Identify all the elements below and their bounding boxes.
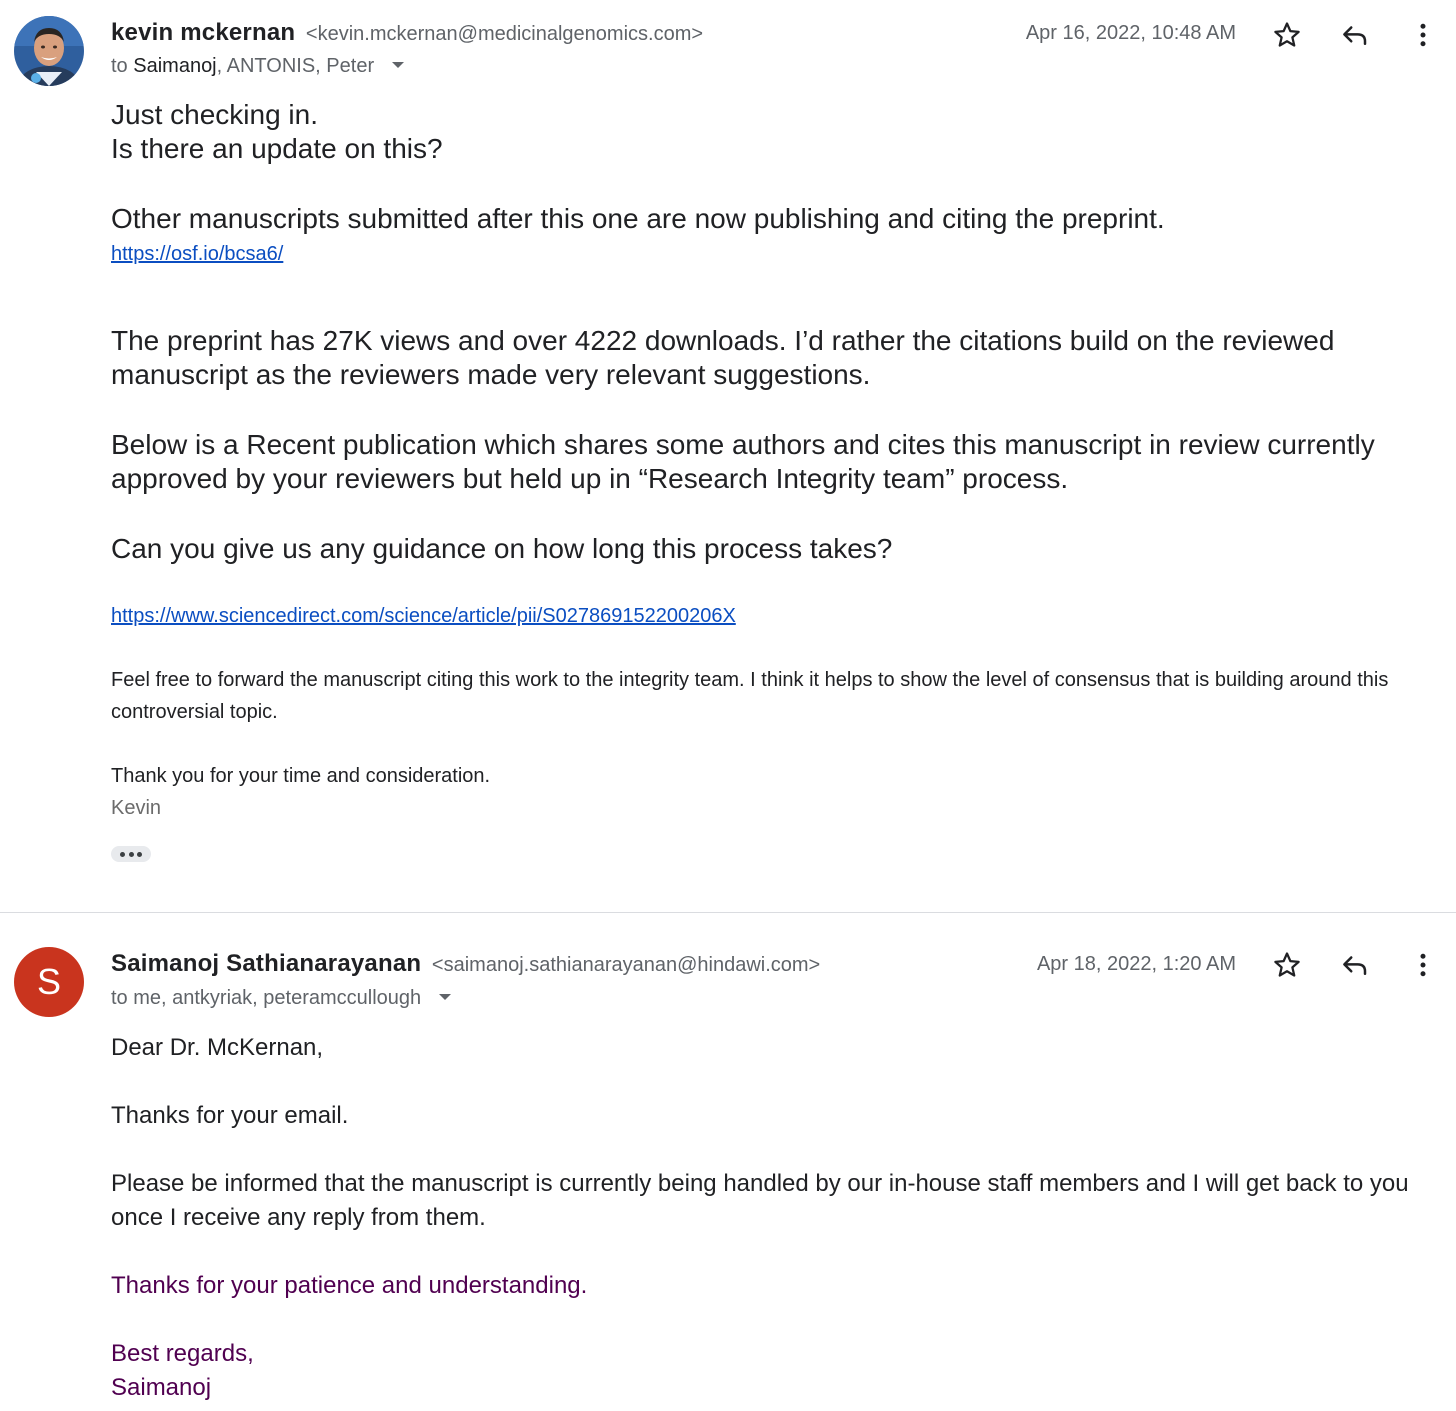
body-paragraph: Thank you for your time and consideration.	[111, 765, 491, 787]
star-button[interactable]	[1267, 15, 1307, 55]
recipients-text: to me, antkyriak, peteramccullough	[111, 987, 422, 1009]
sender-email: <saimanoj.sathianarayanan@hindawi.com>	[431, 954, 821, 976]
message-date: Apr 18, 2022, 1:20 AM	[1036, 953, 1236, 975]
body-line: Just checking in.	[111, 99, 318, 130]
show-trimmed-content-button[interactable]	[111, 846, 151, 862]
body-paragraph: Can you give us any guidance on how long this process takes?	[111, 533, 893, 564]
recipients-line[interactable]	[111, 55, 404, 78]
recipients-prefix: to	[111, 55, 128, 77]
reply-icon	[1340, 20, 1370, 50]
body-line: Other manuscripts submitted after this one are now publishing and citing the preprint.	[111, 203, 1165, 234]
star-icon	[1272, 950, 1302, 980]
signature: Saimanoj	[111, 1374, 212, 1401]
recipients-line[interactable]	[111, 987, 451, 1010]
quoted-text: Thanks for your patience and understanding.	[111, 1272, 588, 1299]
message-body	[111, 1031, 1441, 1405]
greeting: Dear Dr. McKernan,	[111, 1034, 324, 1061]
body-line: Thanks for your email.	[111, 1102, 349, 1129]
signature: Kevin	[111, 797, 162, 819]
osf-link[interactable]: https://osf.io/bcsa6/	[111, 243, 284, 265]
sender-name[interactable]: kevin mckernan	[111, 19, 296, 46]
body-paragraph: The preprint has 27K views and over 4222 downloads. I’d rather the citations build on the reviewed manuscript as the reviewers made very relevant suggestions.	[111, 325, 1335, 390]
closing: Best regards,	[111, 1340, 254, 1367]
body-paragraph: Feel free to forward the manuscript citing this work to the integrity team. I think it helps to show the level of consensus that is building around this controversial topic.	[111, 669, 1389, 723]
reply-button[interactable]	[1335, 15, 1375, 55]
more-vert-icon	[1408, 20, 1438, 50]
chevron-down-icon[interactable]	[392, 62, 404, 68]
ellipsis-dot	[137, 852, 142, 857]
message-body	[111, 98, 1441, 867]
sender-email: <kevin.mckernan@medicinalgenomics.com>	[305, 23, 704, 45]
more-options-button[interactable]	[1403, 945, 1443, 985]
avatar[interactable]	[14, 947, 84, 1017]
sciencedirect-link[interactable]: https://www.sciencedirect.com/science/article/pii/S027869152200206X	[111, 605, 736, 627]
body-paragraph: Below is a Recent publication which shares some authors and cites this manuscript in review currently approved by your reviewers but held up in “Research Integrity team” process.	[111, 429, 1375, 494]
recipient-primary: Saimanoj	[133, 55, 217, 77]
avatar[interactable]	[14, 16, 84, 86]
reply-icon	[1340, 950, 1370, 980]
sender-name[interactable]: Saimanoj Sathianarayanan	[111, 950, 422, 977]
sender-line	[111, 19, 703, 47]
message-date: Apr 16, 2022, 10:48 AM	[1025, 22, 1236, 44]
body-paragraph: Please be informed that the manuscript is currently being handled by our in-house staff members and I will get back to you once I receive any reply from them.	[111, 1170, 1409, 1231]
star-icon	[1272, 20, 1302, 50]
body-line: Is there an update on this?	[111, 133, 443, 164]
more-options-button[interactable]	[1403, 15, 1443, 55]
avatar-letter: S	[36, 961, 61, 1002]
ellipsis-dot	[120, 852, 125, 857]
sender-photo	[14, 16, 84, 86]
email-message	[0, 913, 1456, 1411]
more-vert-icon	[1408, 950, 1438, 980]
chevron-down-icon[interactable]	[439, 994, 451, 1000]
ellipsis-dot	[129, 852, 134, 857]
sender-line	[111, 950, 820, 978]
star-button[interactable]	[1267, 945, 1307, 985]
reply-button[interactable]	[1335, 945, 1375, 985]
recipients-rest: , ANTONIS, Peter	[216, 55, 375, 77]
